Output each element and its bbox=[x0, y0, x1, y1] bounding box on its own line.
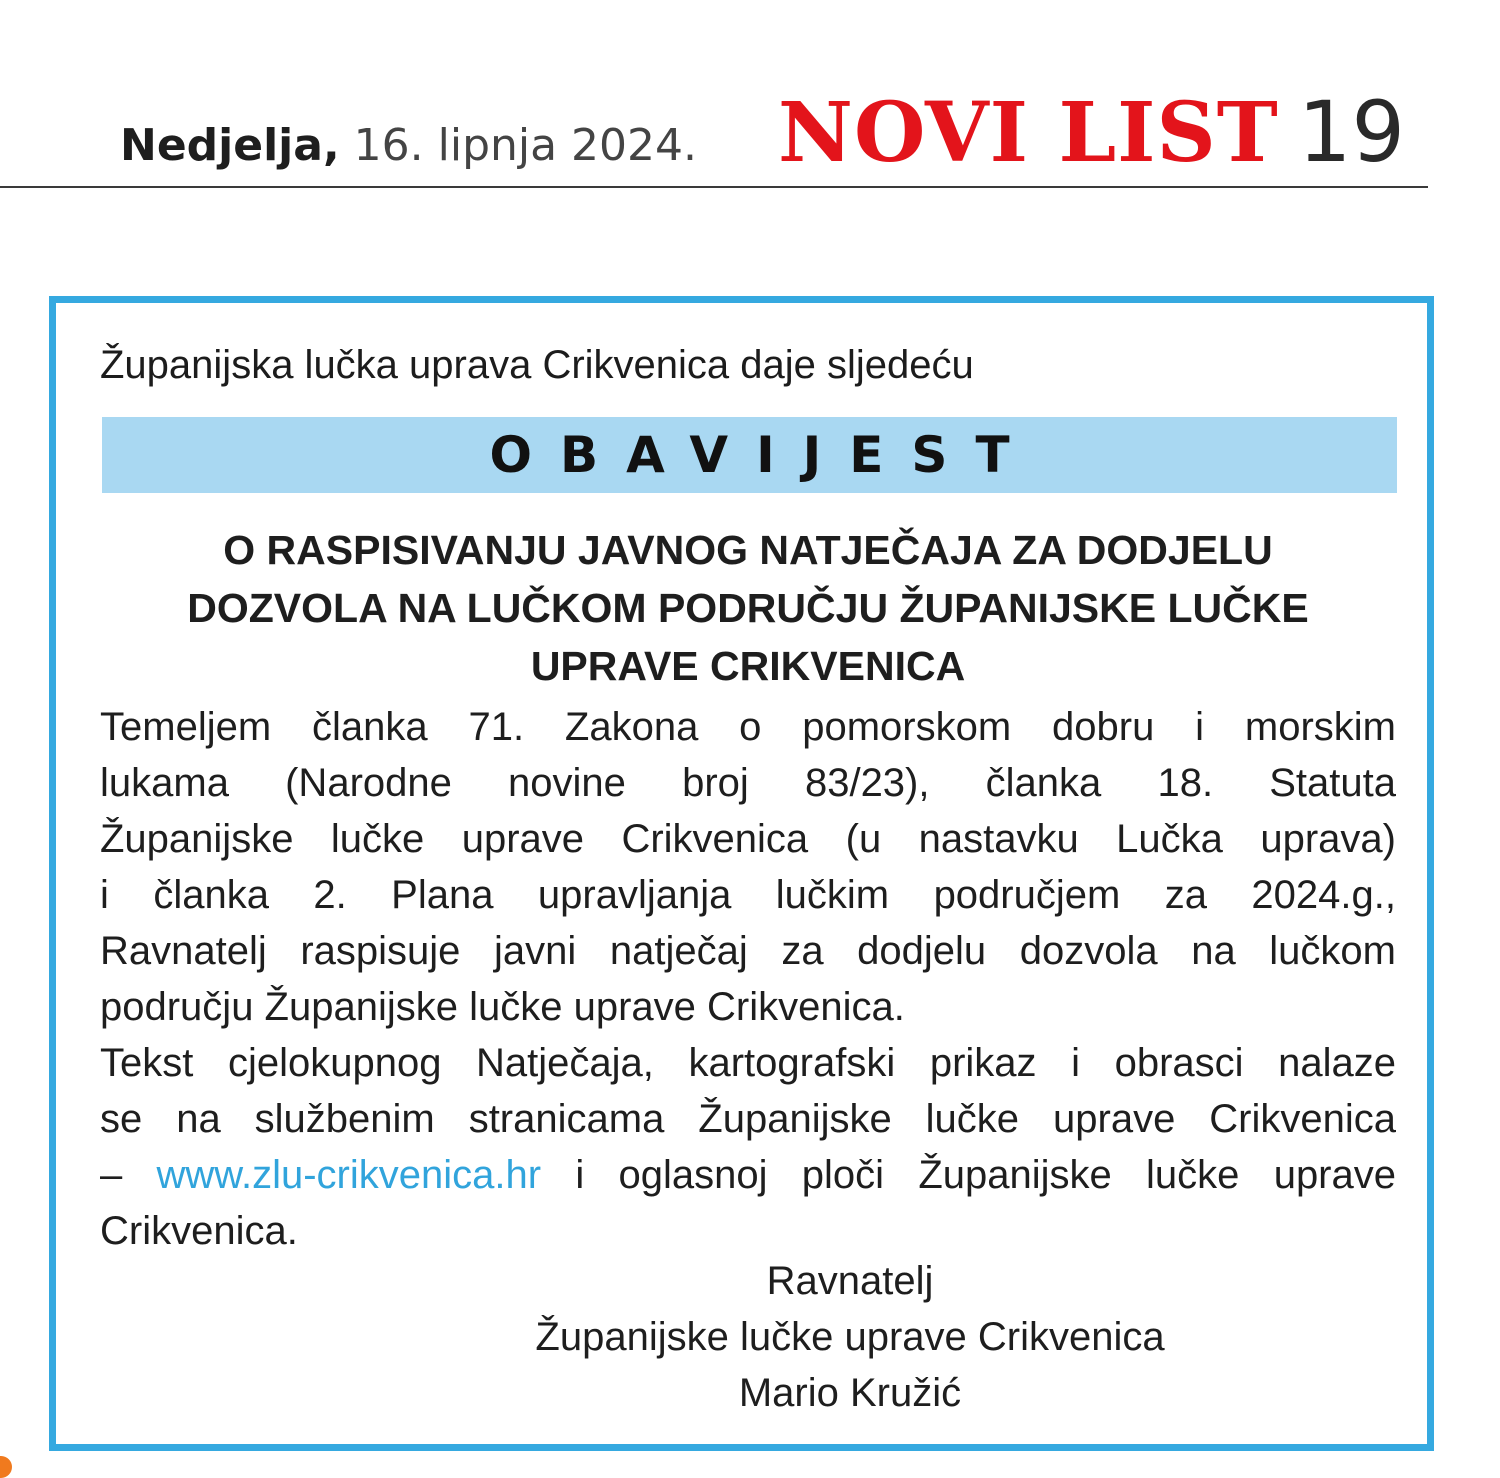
signature-organization: Županijske lučke uprave Crikvenica bbox=[535, 1315, 1165, 1359]
website-link[interactable]: www.zlu-crikvenica.hr bbox=[156, 1153, 542, 1197]
subtitle-line: UPRAVE CRIKVENICA bbox=[530, 643, 966, 689]
notice-intro: Županijska lučka uprava Crikvenica daje sljedeću bbox=[100, 343, 974, 387]
orange-corner-marker bbox=[0, 1456, 12, 1478]
subtitle-line: O RASPISIVANJU JAVNOG NATJEČAJA ZA DODJELU bbox=[223, 527, 1273, 573]
public-notice-box bbox=[49, 296, 1434, 1451]
signature-role: Ravnatelj bbox=[766, 1259, 934, 1303]
notice-body bbox=[100, 699, 1396, 1259]
body-line: Tekst cjelokupnog Natječaja, kartografski prikaz i obrasci nalaze bbox=[100, 1041, 1396, 1085]
newspaper-masthead bbox=[0, 0, 1500, 190]
body-line: lukama (Narodne novine broj 83/23), članka 18. Statuta bbox=[100, 761, 1396, 805]
page-number: 19 bbox=[1298, 83, 1405, 181]
signature-name: Mario Kružić bbox=[738, 1371, 962, 1415]
subtitle-line: DOZVOLA NA LUČKOM PODRUČJU ŽUPANIJSKE LUČKE bbox=[187, 585, 1309, 631]
body-line-with-link bbox=[100, 1147, 1396, 1203]
link-suffix: i oglasnoj ploči Županijske lučke uprave bbox=[541, 1153, 1396, 1197]
notice-subtitle bbox=[100, 521, 1396, 695]
notice-title-band bbox=[102, 417, 1397, 493]
body-line: i članka 2. Plana upravljanja lučkim područjem za 2024.g., bbox=[100, 873, 1396, 917]
newspaper-logo: NOVI LIST bbox=[778, 85, 1279, 181]
issue-date-value: 16. lipnja 2024. bbox=[353, 120, 698, 171]
body-line: Temeljem članka 71. Zakona o pomorskom dobru i morskim bbox=[100, 705, 1396, 749]
body-line: Županijske lučke uprave Crikvenica (u nastavku Lučka uprava) bbox=[100, 817, 1396, 861]
body-line: Ravnatelj raspisuje javni natječaj za dodjelu dozvola na lučkom bbox=[100, 929, 1396, 973]
body-line: se na službenim stranicama Županijske lučke uprave Crikvenica bbox=[100, 1097, 1396, 1141]
issue-date bbox=[120, 118, 697, 174]
body-line: Crikvenica. bbox=[100, 1209, 298, 1253]
signature-block bbox=[400, 1253, 1300, 1421]
issue-weekday: Nedjelja, bbox=[120, 120, 340, 171]
link-prefix: – bbox=[100, 1153, 157, 1197]
body-line: području Županijske lučke uprave Crikvenica. bbox=[100, 985, 905, 1029]
header-divider bbox=[0, 186, 1428, 188]
notice-title: OBAVIJEST bbox=[489, 426, 1038, 484]
